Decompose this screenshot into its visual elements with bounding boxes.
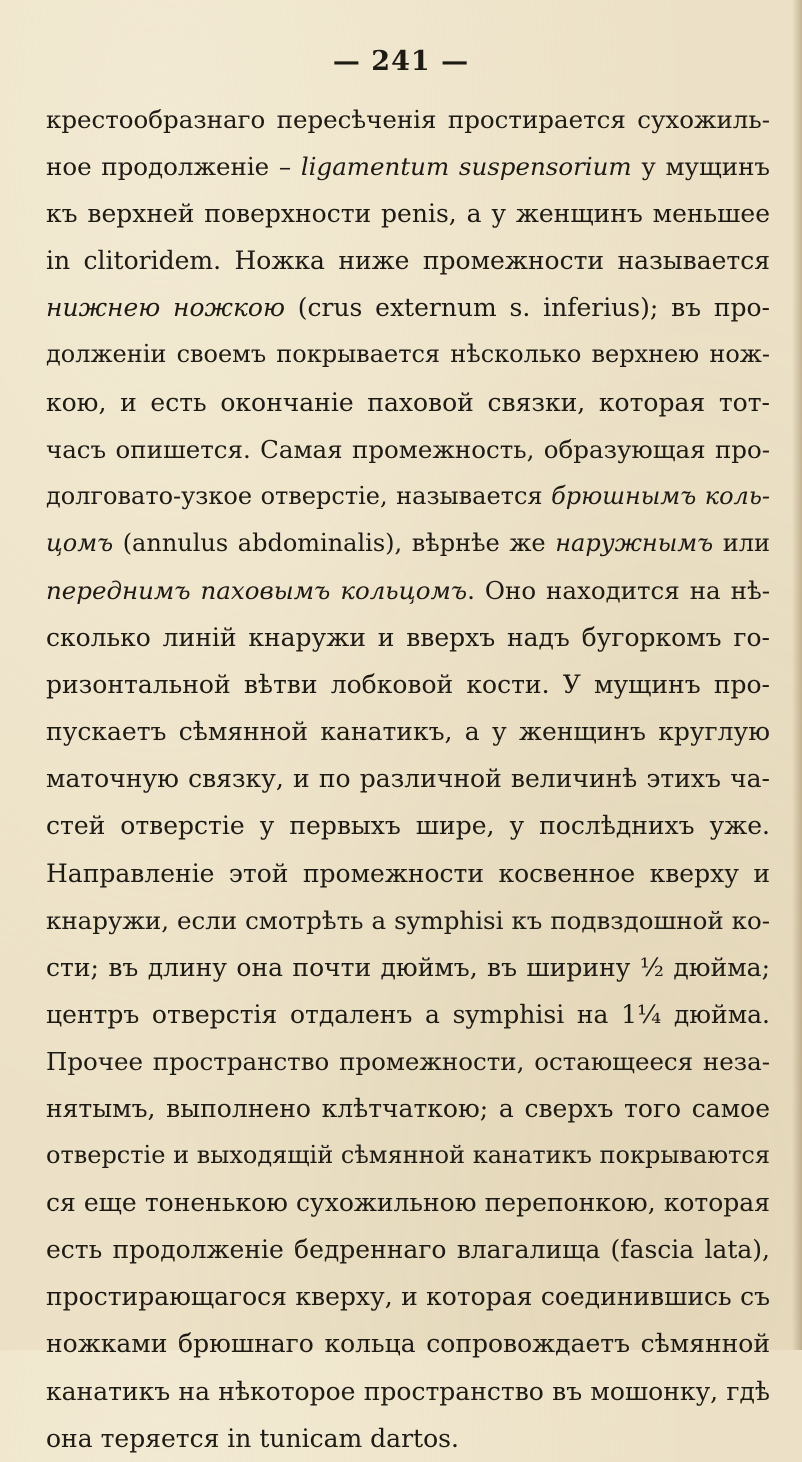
- page-number: — 241 —: [332, 46, 470, 77]
- page-edge-shadow: [792, 0, 802, 1350]
- text-run: крестообразнаго пересѣченія простирается сухожиль-: [46, 105, 770, 134]
- text-run: Прочее пространство промежности, остающееся неза-: [46, 1046, 770, 1076]
- text-run: долженіи своемъ покрывается нѣсколько верхнею нож-: [46, 340, 770, 369]
- text-line: [46, 143, 770, 190]
- text-line: [46, 1132, 770, 1179]
- text-line: [46, 1226, 770, 1273]
- text-line: [46, 897, 770, 944]
- text-run: нятымъ, выполнено клѣтчаткою; а сверхъ того самое: [46, 1093, 770, 1123]
- text-run: пускаетъ сѣмянной канатикъ, а у женщинъ круглую: [46, 717, 770, 747]
- text-run: сколько линій кнаружи и вверхъ надъ бугоркомъ го-: [46, 623, 770, 653]
- text-run: (annulus abdominalis), вѣрнѣе же: [113, 528, 556, 557]
- text-run: простирающагося кверху, и которая соединившись съ: [46, 1282, 770, 1312]
- italic-term: ligamentum suspensorium: [300, 152, 632, 182]
- text-line: [46, 1273, 770, 1320]
- italic-term: переднимъ паховымъ кольцомъ: [46, 575, 468, 605]
- text-line: [46, 473, 770, 520]
- text-line: [46, 1320, 770, 1367]
- text-run: часъ опишется. Самая промежность, образующая про-: [46, 434, 770, 464]
- body-text: [46, 96, 770, 1462]
- italic-term: нижнею ножкою: [46, 293, 285, 323]
- text-run: долговато-узкое отверстіе, называется: [46, 481, 552, 510]
- text-line: [46, 1368, 770, 1415]
- text-run: . Оно находится на нѣ-: [467, 575, 770, 605]
- text-line: [46, 96, 770, 143]
- text-run: маточную связку, и по различной величинѣ этихъ ча-: [46, 764, 770, 794]
- text-run: ножками брюшнаго кольца сопровождаетъ сѣмянной: [46, 1329, 770, 1359]
- text-run: она теряется in tunicam dartos.: [46, 1423, 459, 1453]
- text-run: in clitoridem. Ножка ниже промежности называется: [46, 246, 770, 276]
- text-line: [46, 802, 770, 849]
- text-run: или: [713, 528, 770, 557]
- text-line: [46, 708, 770, 755]
- text-run: сти; въ длину она почти дюймъ, въ ширину ½ дюйма;: [46, 952, 770, 982]
- text-line: [46, 331, 770, 378]
- text-run: у мущинъ: [631, 152, 770, 182]
- text-run: ся еще тоненькою сухожильною перепонкою, которая: [46, 1188, 770, 1218]
- text-line: [46, 1085, 770, 1132]
- text-run: къ верхней поверхности penis, а у женщинъ меньшее: [46, 199, 770, 229]
- text-run: (crus externum s. inferius); въ про-: [284, 293, 770, 323]
- text-line: [46, 1038, 770, 1085]
- text-line: [46, 190, 770, 237]
- text-line: [46, 237, 770, 284]
- italic-term: наружнымъ: [555, 528, 714, 557]
- text-line: [46, 1179, 770, 1226]
- text-line: [46, 661, 770, 708]
- text-run: ризонтальной вѣтви лобковой кости. У мущинъ про-: [46, 670, 770, 700]
- text-line: [46, 944, 770, 991]
- text-run: есть продолженіе бедреннаго влагалища (fascia lata),: [46, 1235, 770, 1265]
- text-run: канатикъ на нѣкоторое пространство въ мошонку, гдѣ: [46, 1376, 770, 1406]
- text-line: [46, 1415, 770, 1462]
- text-run: центръ отверстія отдаленъ a symphisi на 1¼ дюйма.: [46, 999, 770, 1029]
- text-run: кнаружи, если смотрѣть a symphisi къ подвздошной ко-: [46, 905, 770, 935]
- italic-term: цомъ: [46, 528, 114, 557]
- text-line: [46, 614, 770, 661]
- text-run: кою, и есть окончаніе паховой связки, которая тот-: [46, 387, 770, 417]
- text-run: Направленіе этой промежности косвенное кверху и: [46, 858, 770, 888]
- text-line: [46, 379, 770, 426]
- text-line: [46, 991, 770, 1038]
- italic-term: брюшнымъ коль-: [551, 481, 770, 510]
- text-line: [46, 284, 770, 331]
- text-line: [46, 520, 770, 567]
- text-run: стей отверстіе у первыхъ шире, у послѣднихъ уже.: [46, 811, 770, 841]
- text-line: [46, 567, 770, 614]
- text-line: [46, 755, 770, 802]
- text-run: ное продолженіе –: [46, 152, 301, 182]
- text-line: [46, 426, 770, 473]
- text-line: [46, 850, 770, 897]
- text-run: отверстіе и выходящій сѣмянной канатикъ покрываются: [46, 1141, 770, 1170]
